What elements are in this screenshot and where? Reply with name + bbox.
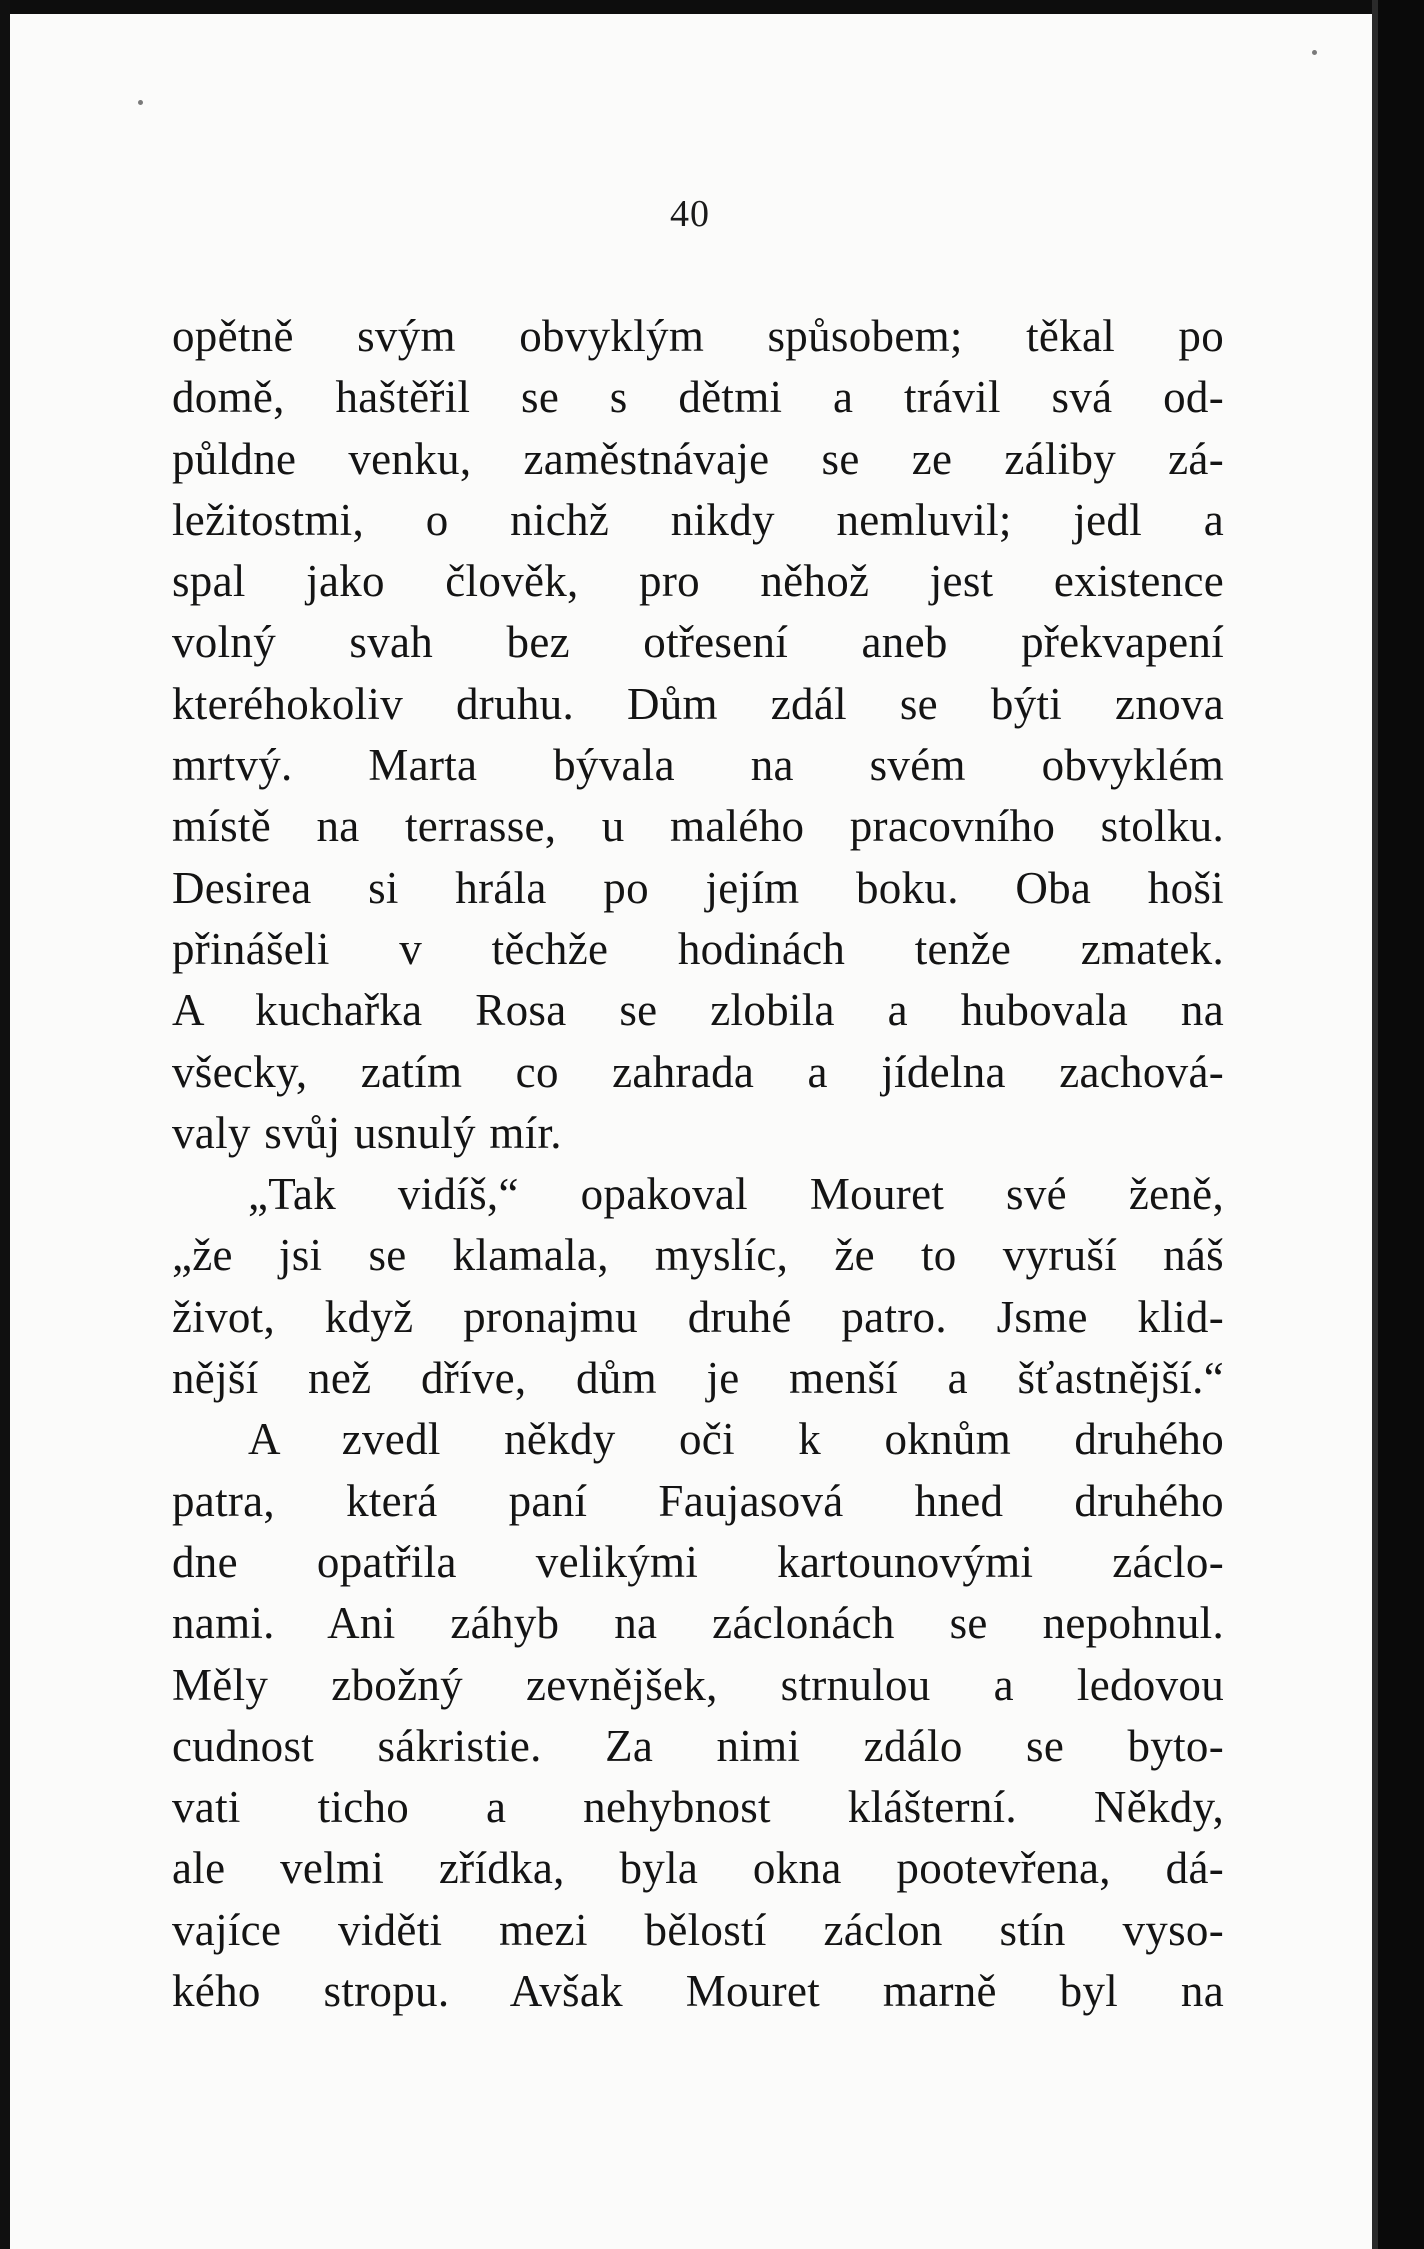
text-line: nami. Ani záhyb na záclonách se nepohnul.: [172, 1598, 1224, 1649]
text-line: přinášeli v těchže hodinách tenže zmatek.: [172, 923, 1224, 974]
text-line: mrtvý. Marta bývala na svém obvyklém: [172, 740, 1224, 791]
text-line: volný svah bez otřesení aneb překvapení: [172, 617, 1224, 668]
text-line: patra, která paní Faujasová hned druhého: [172, 1475, 1224, 1526]
text-line: místě na terrasse, u malého pracovního stolku.: [172, 801, 1224, 852]
scan-border-left: [0, 0, 10, 2249]
text-line: spal jako člověk, pro něhož jest existence: [172, 556, 1224, 607]
text-line: nější než dříve, dům je menší a šťastnější.“: [172, 1353, 1224, 1404]
text-line: všecky, zatím co zahrada a jídelna zachová-: [172, 1046, 1224, 1097]
text-line: Desirea si hrála po jejím boku. Oba hoši: [172, 862, 1224, 913]
text-line: Měly zbožný zevnějšek, strnulou a ledovou: [172, 1659, 1224, 1710]
text-line: kteréhokoliv druhu. Dům zdál se býti znova: [172, 678, 1224, 729]
text-line: domě, haštěřil se s dětmi a trávil svá od-: [172, 372, 1224, 423]
text-line: kého stropu. Avšak Mouret marně byl na: [172, 1966, 1224, 2017]
text-line: ale velmi zřídka, byla okna pootevřena, dá-: [172, 1843, 1224, 1894]
text-line: ležitostmi, o nichž nikdy nemluvil; jedl a: [172, 494, 1224, 545]
text-line: „že jsi se klamala, myslíc, že to vyruší náš: [172, 1230, 1224, 1281]
text-line: život, když pronajmu druhé patro. Jsme klid-: [172, 1291, 1224, 1342]
text-line: valy svůj usnulý mír.: [172, 1107, 562, 1158]
text-line: A kuchařka Rosa se zlobila a hubovala na: [172, 985, 1224, 1036]
scan-border-right: [1378, 0, 1424, 2249]
body-text: [172, 306, 1224, 2022]
text-line: půldne venku, zaměstnávaje se ze záliby zá-: [172, 433, 1224, 484]
text-line: vajíce viděti mezi bělostí záclon stín vyso-: [172, 1904, 1224, 1955]
text-line: „Tak vidíš,“ opakoval Mouret své ženě,: [248, 1169, 1224, 1220]
paper-speck: [1312, 50, 1317, 55]
text-line: opětně svým obvyklým spůsobem; těkal po: [172, 311, 1224, 361]
text-line: vati ticho a nehybnost klášterní. Někdy,: [172, 1782, 1224, 1833]
page-number: 40: [670, 193, 710, 235]
text-line: dne opatřila velikými kartounovými záclo-: [172, 1536, 1224, 1587]
scan-border-top: [0, 0, 1424, 14]
text-line: A zvedl někdy oči k oknům druhého: [248, 1414, 1224, 1465]
paper-speck: [138, 100, 143, 105]
text-line: cudnost sákristie. Za nimi zdálo se byto-: [172, 1720, 1224, 1771]
